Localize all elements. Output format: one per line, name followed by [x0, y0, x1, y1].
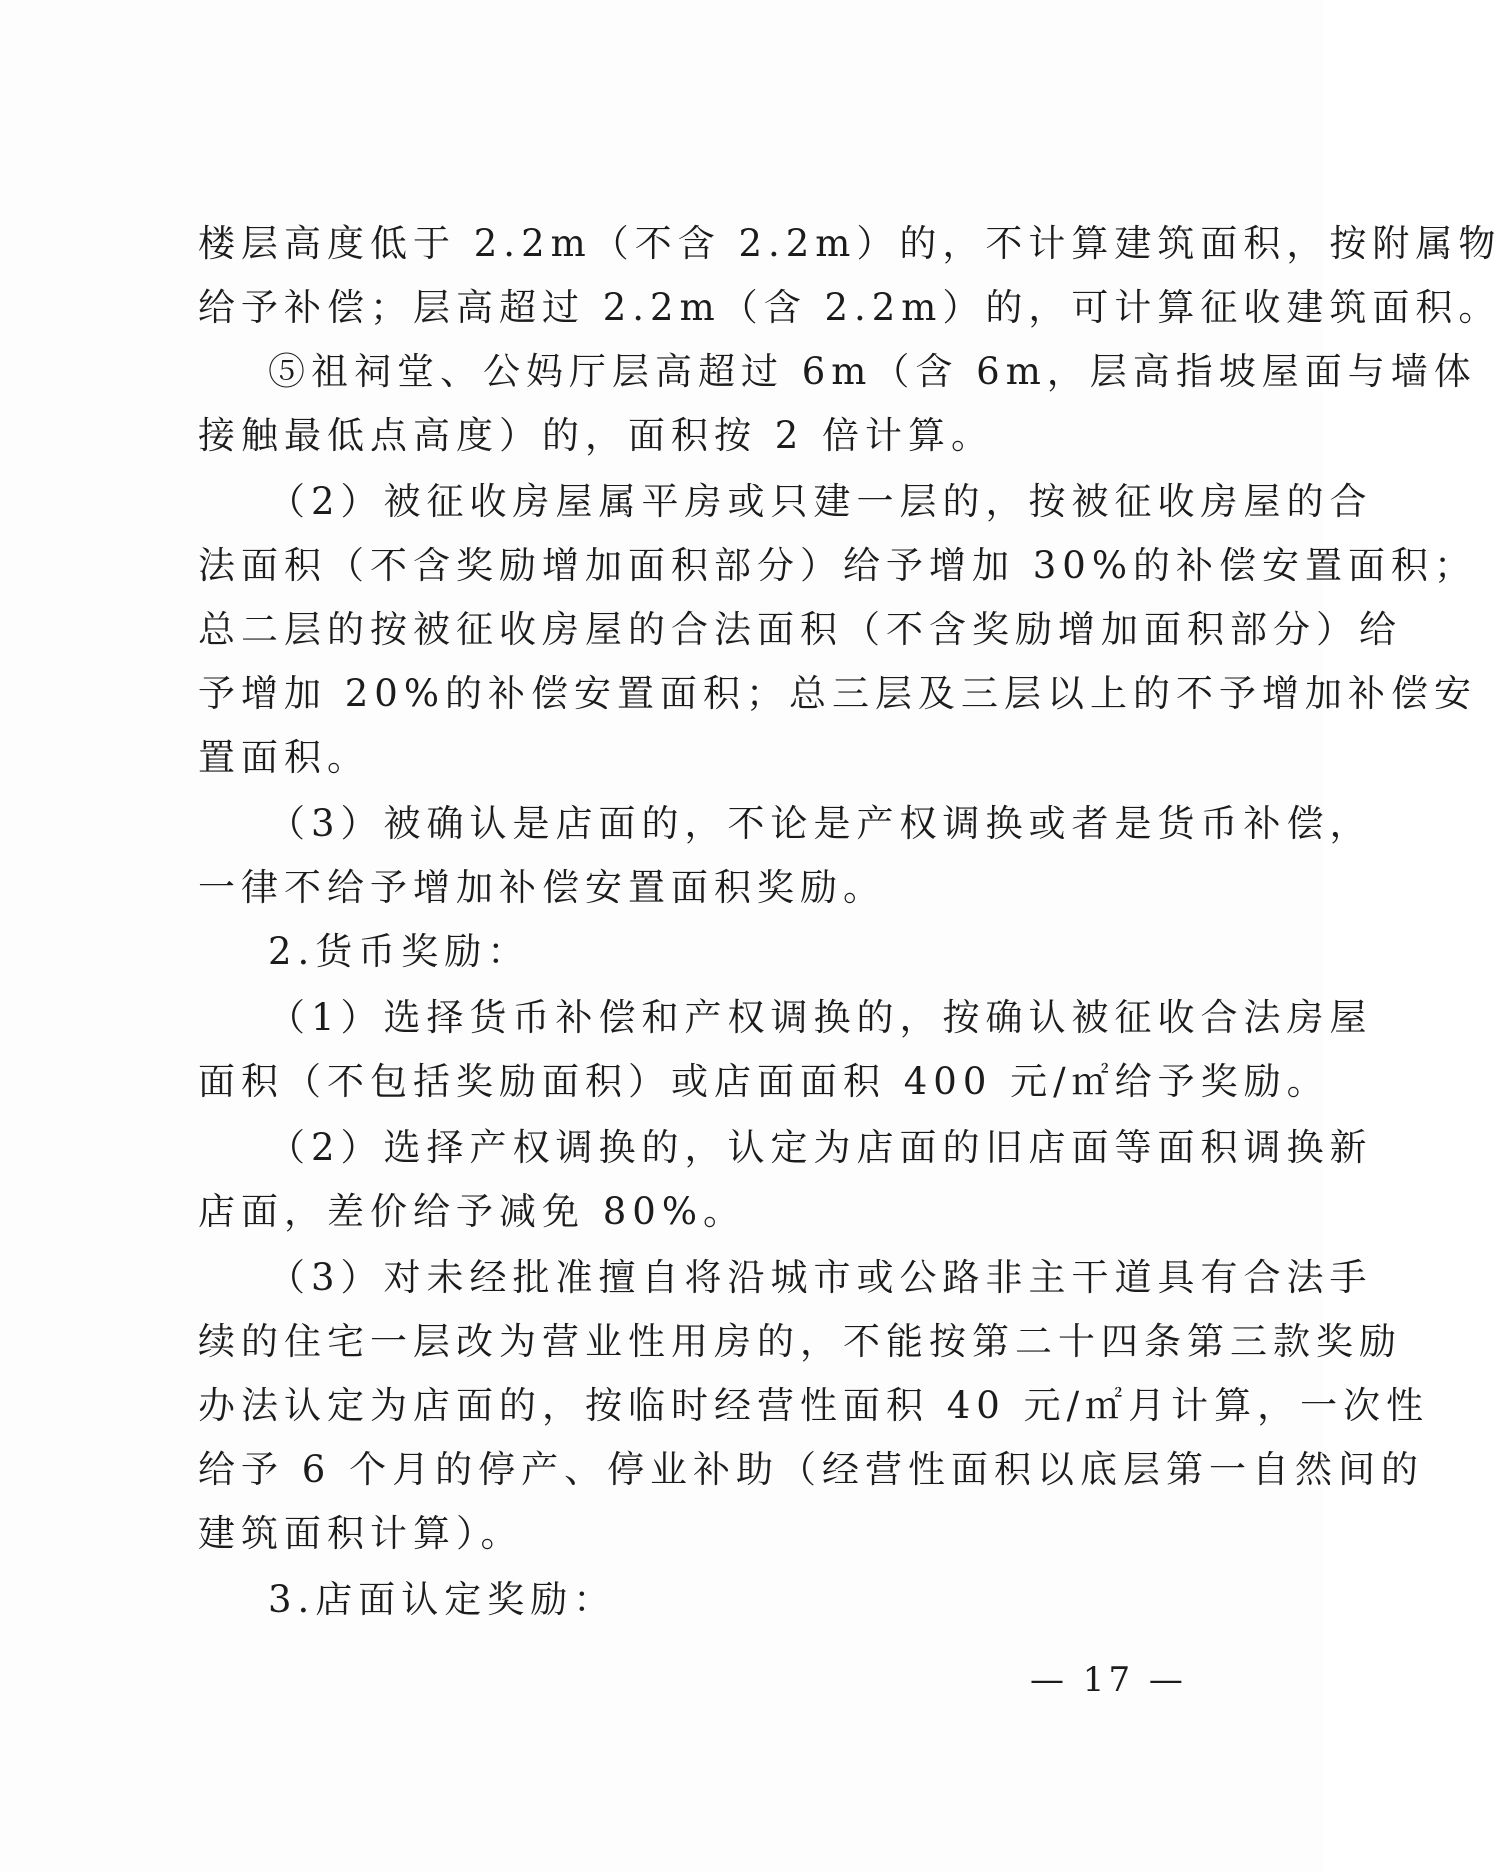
text-line: 予增加 20%的补偿安置面积；总三层及三层以上的不予增加补偿安 [198, 672, 1477, 715]
text-line: ⑤祖祠堂、公妈厅层高超过 6m（含 6m，层高指坡屋面与墙体 [268, 350, 1477, 393]
text-line: 楼层高度低于 2.2m（不含 2.2m）的，不计算建筑面积，按附属物 [198, 222, 1501, 265]
text-line: （3）对未经批准擅自将沿城市或公路非主干道具有合法手 [268, 1256, 1373, 1299]
text-line: （2）被征收房屋属平房或只建一层的，按被征收房屋的合 [268, 480, 1373, 523]
text-line: （1）选择货币补偿和产权调换的，按确认被征收合法房屋 [268, 996, 1373, 1039]
text-line: 接触最低点高度）的，面积按 2 倍计算。 [198, 414, 995, 457]
section-heading: 2.货币奖励： [268, 930, 531, 973]
text-line: 给予补偿；层高超过 2.2m（含 2.2m）的，可计算征收建筑面积。 [198, 286, 1501, 329]
text-line: 续的住宅一层改为营业性用房的，不能按第二十四条第三款奖励 [198, 1320, 1402, 1363]
text-line: （2）选择产权调换的，认定为店面的旧店面等面积调换新 [268, 1126, 1373, 1169]
text-line: 总二层的按被征收房屋的合法面积（不含奖励增加面积部分）给 [198, 608, 1402, 651]
text-line: 法面积（不含奖励增加面积部分）给予增加 30%的补偿安置面积； [198, 544, 1477, 587]
text-line: 面积（不包括奖励面积）或店面面积 400 元/㎡给予奖励。 [198, 1060, 1330, 1103]
text-line: 置面积。 [198, 736, 370, 779]
text-line: 建筑面积计算）。 [198, 1512, 524, 1555]
text-line: 一律不给予增加补偿安置面积奖励。 [198, 866, 886, 909]
text-line: 办法认定为店面的，按临时经营性面积 40 元/㎡月计算，一次性 [198, 1384, 1430, 1427]
text-line: （3）被确认是店面的，不论是产权调换或者是货币补偿， [268, 802, 1373, 845]
section-heading: 3.店面认定奖励： [268, 1578, 617, 1621]
page-number: — 17 — [1030, 1660, 1187, 1700]
text-line: 给予 6 个月的停产、停业补助（经营性面积以底层第一自然间的 [198, 1448, 1425, 1491]
text-line: 店面，差价给予减免 80%。 [198, 1190, 746, 1233]
